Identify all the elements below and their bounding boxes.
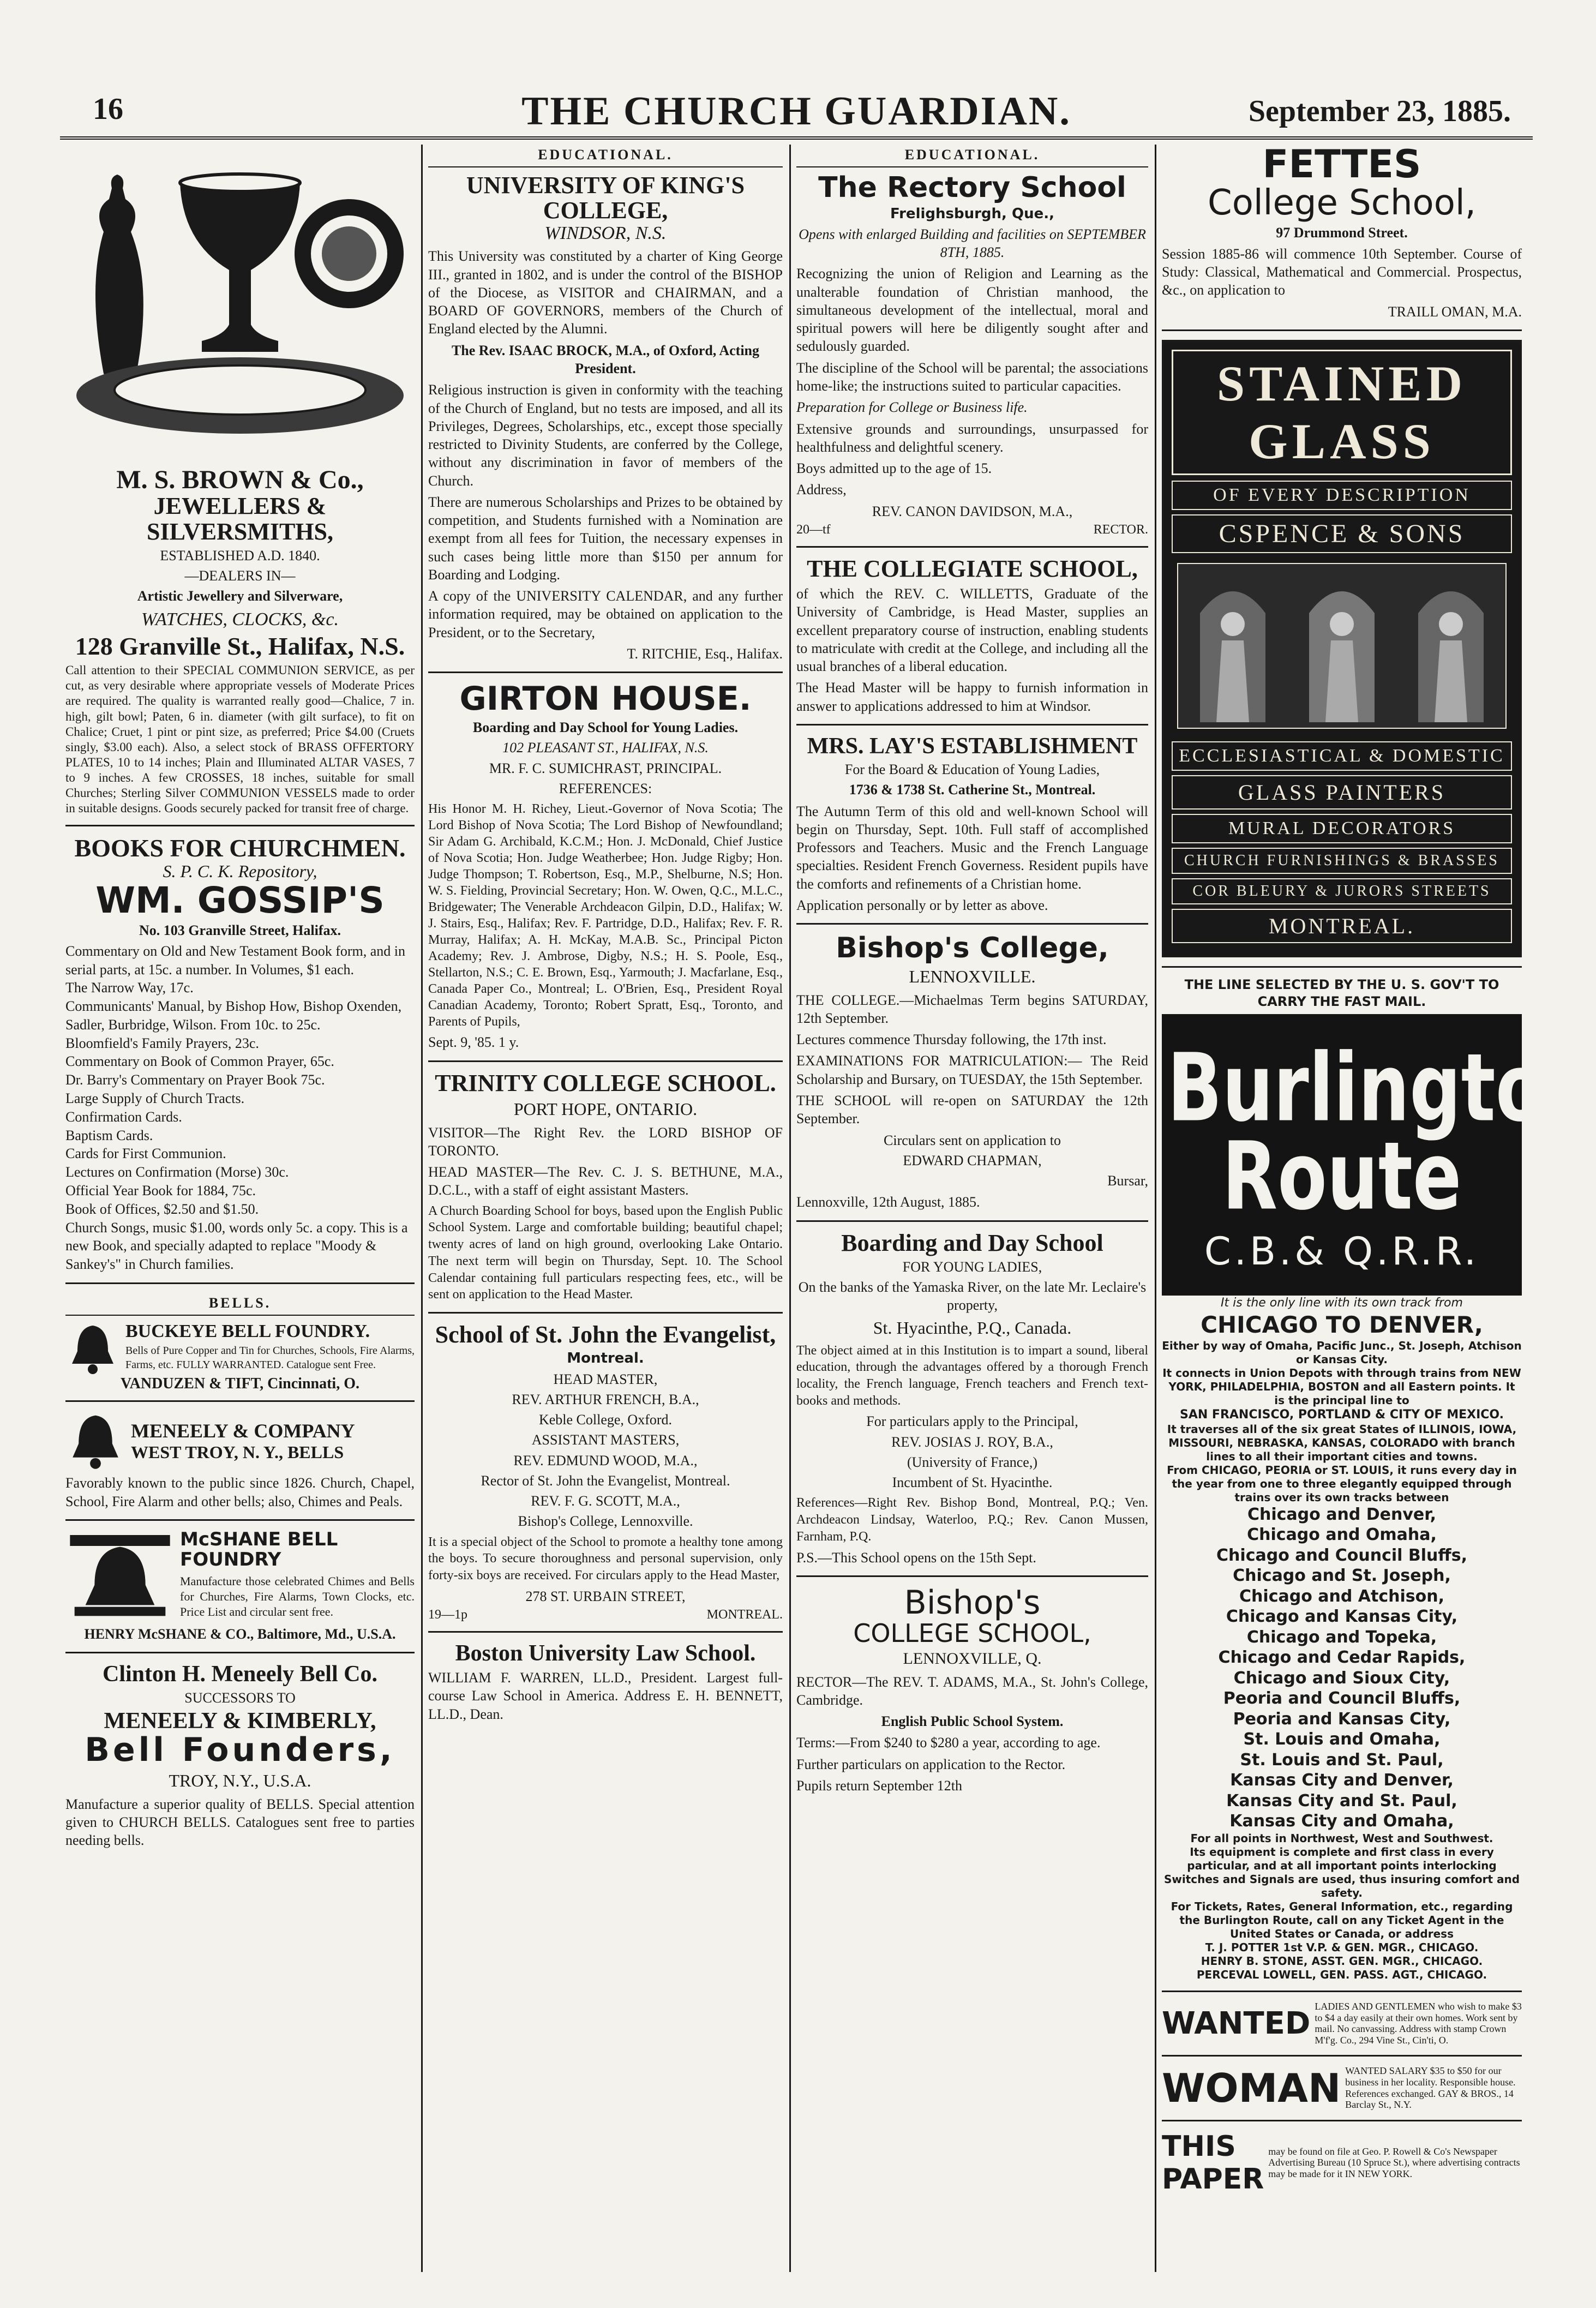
separator (65, 1652, 415, 1653)
bishops-body3: EXAMINATIONS FOR MATRICULATION:— The Reid Scholarship and Bursary, on TUESDAY, the 15th September. (796, 1053, 1148, 1087)
issue-date: September 23, 1885. (1248, 94, 1511, 128)
boarding-school-advert (796, 1231, 1148, 1567)
burlington-b3: C.B.& Q.R.R. (1204, 1229, 1480, 1274)
rectory-body5: Boys admitted up to the age of 15. (796, 460, 992, 477)
rectory-code: 20—tf (796, 522, 831, 537)
mcshane-advert (65, 1530, 415, 1644)
meneely-name: MENEELY & COMPANY (131, 1419, 355, 1442)
woman-body: WANTED SALARY $35 to $50 for our business in her locality. Responsible house. References exchanged. GAY & BROS., 14 Barclay St., N.Y. (1345, 2065, 1516, 2111)
kings-college-advert (428, 173, 783, 663)
clinton-successors: SUCCESSORS TO (184, 1689, 296, 1706)
separator (1162, 2055, 1522, 2057)
kings-body4: A copy of the UNIVERSITY CALENDAR, and any further information required, may be obtained on application to the President, or to the Secretary, (428, 588, 783, 640)
wanted-advert (1162, 2001, 1522, 2046)
clinton-founders: Bell Founders, (85, 1730, 395, 1769)
boston-advert (428, 1641, 783, 1723)
stjohn-code: 19—1p (428, 1608, 467, 1622)
stjohn-name: School of St. John the Evangelist, (435, 1321, 776, 1348)
fettes-body: Session 1885-86 will commence 10th September. Course of Study: Classical, Mathematical and Commercial. Prospectus, &c., on application to (1162, 245, 1522, 298)
lay-name: MRS. LAY'S ESTABLISHMENT (807, 733, 1138, 759)
route-list (1162, 1504, 1522, 1832)
kings-president: The Rev. ISAAC BROCK, M.A., of Oxford, Acting President. (451, 342, 760, 376)
bells-heading: BELLS. (65, 1293, 415, 1316)
boarding-univ: (University of France,) (907, 1454, 1037, 1470)
clinton-place: TROY, N.Y., U.S.A. (169, 1770, 311, 1790)
route-item: Chicago and Council Bluffs, (1216, 1545, 1467, 1565)
stjohn-head: REV. ARTHUR FRENCH, B.A., (512, 1391, 699, 1407)
lay-advert (796, 734, 1148, 914)
bishops2-system: English Public School System. (881, 1713, 1064, 1730)
boarding-incumbent: Incumbent of St. Hyacinthe. (892, 1474, 1053, 1491)
mcshane-firm: HENRY McSHANE & CO., Baltimore, Md., U.S.A. (84, 1626, 396, 1642)
bishops-bursar-label: Bursar, (1107, 1173, 1148, 1189)
buckeye-firm: VANDUZEN & TIFT, Cincinnati, O. (121, 1375, 359, 1393)
route-item: Chicago and Sioux City, (1233, 1668, 1450, 1688)
girton-principal: MR. F. C. SUMICHRAST, PRINCIPAL. (489, 760, 722, 776)
books-list-item: Bloomfield's Family Prayers, 23c. (65, 1035, 259, 1051)
books-list (65, 942, 415, 1274)
separator (428, 1631, 783, 1633)
kings-body3: There are numerous Scholarships and Prizes to be obtained by competition, and Students furnished with a Nomination are exempt from all fees for Tuition, the necessary expenses in such cases being little more than $150 per annum for Boarding and Lodging. (428, 494, 783, 583)
bishops2-name: Bishop's (904, 1583, 1041, 1622)
meneely-place: WEST TROY, N. Y., BELLS (131, 1442, 344, 1462)
burlington-banner (1162, 1014, 1596, 1296)
column-3 (796, 145, 1148, 2272)
burlington-b2: Route (1222, 1122, 1462, 1232)
bishops-body1: THE COLLEGE.—Michaelmas Term begins SATURDAY, 12th September. (796, 992, 1148, 1026)
route-l7: From CHICAGO, PEORIA or ST. LOUIS, it runs every day in the year from one to three elegantly equipped through trains over its own tracks between (1167, 1463, 1517, 1504)
bishops2-rector: RECTOR—The REV. T. ADAMS, M.A., St. John's College, Cambridge. (796, 1674, 1148, 1708)
fettes-addr: 97 Drummond Street. (1276, 224, 1408, 241)
separator (1162, 1991, 1522, 1992)
kings-body1: This University was constituted by a charter of King George III., granted in 1802, and is under the control of the BISHOP of the Diocese, as VISITOR and CHAIRMAN, and a BOARD OF GOVERNORS, members of the Church of England elected by the Alumni. (428, 248, 783, 337)
stjohn-m2b: Bishop's College, Lennoxville. (518, 1513, 693, 1530)
separator (796, 724, 1148, 726)
separator (796, 1220, 1148, 1222)
books-list-item: The Narrow Way, 17c. (65, 980, 194, 996)
books-list-item: Large Supply of Church Tracts. (65, 1090, 245, 1107)
trinity-place: PORT HOPE, ONTARIO. (513, 1099, 698, 1119)
stjohn-addr: 278 ST. URBAIN STREET, (525, 1588, 686, 1604)
stained-glass-line: GLASS PAINTERS (1172, 775, 1512, 810)
collegiate-body: of which the REV. C. WILLETTS, Graduate of the University of Cambridge, is Head Master, supplies an excellent preparatory course of instruction, enabling students to matriculate with credit at the College, and including all the usual branches of a liberal education. (796, 586, 1148, 675)
kings-body2: Religious instruction is given in conformity with the teaching of the Church of England, but no tests are imposed, and all its Privileges, Degrees, Scholarships, etc., except those specially restricted to Divinity Students, are conferred by the College, without any discrimination in favor of members of the Church. (428, 382, 783, 489)
separator (65, 1519, 415, 1521)
fettes-name2: College School, (1208, 182, 1476, 223)
girton-body: His Honor M. H. Richey, Lieut.-Governor of Nova Scotia; The Lord Bishop of Nova Scotia; The Lord Bishop of Newfoundland; Sir Adam G. Archibald, K.C.M.; Hon. J. McDonald, Chief Justice of Nova Scotia; Hon. Judge Weatherbee; Hon. Judge Rigby; Hon. Judge Thompson; T. Robertson, Esq., M.P., Shelburne, N.S; Hon. W. S. Fielding, Provincial Secretary; Hon. W. Owen, Q.C., M.L.C., Bridgewater; The Venerable Archdeacon Gilpin, D.D., Halifax; W. J. Stairs, Esq., Halifax; Rev. F. Partridge, D.D., Halifax; Rev. F. R. Murray, Halifax; A. H. McKay, M.A.B. Sc., Principal Picton Academy; Rev. J. Ambrose, Digby, N.S.; H. S. Poole, Esq., Stellarton, N.S.; C. E. Brown, Esq., Yarmouth; J. Macfarlane, Esq., Canada Paper Co., Montreal; L. O'Brien, Esq., President Royal Canadian Academy, Toronto; Robert Spratt, Esq., Toronto, and Parents of Pupils, (428, 802, 783, 1029)
boarding-body: On the banks of the Yamaska River, on the late Mr. Leclaire's property, (798, 1279, 1147, 1314)
collegiate-body2: The Head Master will be happy to furnish information in answer to applications addressed to him at Windsor. (796, 680, 1148, 714)
girton-address: 102 PLEASANT ST., HALIFAX, N.S. (502, 740, 709, 756)
books-list-item: Cards for First Communion. (65, 1146, 226, 1162)
bishops2-further: Further particulars on application to the Rector. (796, 1756, 1066, 1772)
kings-place: WINDSOR, N.S. (544, 223, 667, 244)
bishops2-name2: COLLEGE SCHOOL, (853, 1618, 1091, 1648)
woman-big: WOMAN (1162, 2065, 1341, 2111)
boarding-ps: P.S.—This School opens on the 15th Sept. (796, 1549, 1036, 1566)
boarding-apply: For particulars apply to the Principal, (866, 1413, 1078, 1430)
stjohn-m2: REV. F. G. SCOTT, M.A., (531, 1493, 680, 1509)
girton-date: Sept. 9, '85. 1 y. (428, 1034, 519, 1051)
lay-apply: Application personally or by letter as above. (796, 897, 1048, 913)
rectory-rector-label: RECTOR. (1093, 522, 1148, 537)
route-item: St. Louis and St. Paul, (1240, 1750, 1444, 1770)
boston-body: WILLIAM F. WARREN, LL.D., President. Largest full-course Law School in America. Address E. H. BENNETT, LL.D., Dean. (428, 1670, 783, 1722)
boston-name: Boston University Law School. (455, 1641, 756, 1666)
brown-body: Call attention to their SPECIAL COMMUNION SERVICE, as per cut, as very desirable where appropriate vessels of Moderate Prices are required. The quality is warranted really good—Chalice, 7 in. high, gilt bowl; Paten, 6 in. diameter (with gilt surface), to fit on Chalice; Cruet, 1 pint or pint size, as preferred; Price $4.00 (Cruets singly, $3.00 each). Also, a select stock of BRASS OFFERTORY PLATES, 10 to 14 inches; Plain and Illuminated ALTAR VASES, 7 to 9 inches. A few CROSSES, 18 inches, suitable for small Churches; Sterling Silver COMMUNION VESSELS made to order in suitable designs. Goods securely packed for transit free of charge. (65, 663, 415, 815)
books-list-item: Official Year Book for 1884, 75c. (65, 1183, 256, 1199)
route-l11: T. J. POTTER 1st V.P. & GEN. MGR., CHICAGO. (1205, 1940, 1479, 1954)
column-rule (421, 145, 423, 2272)
boarding-refs: References—Right Rev. Bishop Bond, Montreal, P.Q.; Ven. Archdeacon Lindsay, Waterloo, P.Q.; Rev. Canon Mussen, Farnham, P.Q. (796, 1496, 1148, 1544)
route-l12: HENRY B. STONE, ASST. GEN. MGR., CHICAGO. (1201, 1954, 1483, 1968)
separator (1162, 966, 1522, 968)
educational-heading: EDUCATIONAL. (796, 145, 1148, 167)
rectory-rector: REV. CANON DAVIDSON, M.A., (872, 503, 1073, 519)
separator (1162, 329, 1522, 331)
column-4 (1162, 142, 1596, 2272)
route-l9: Its equipment is complete and first class in every particular, and at all important points interlocking Switches and Signals are used, thus insuring comfort and safety. (1163, 1845, 1520, 1899)
page-number: 16 (93, 92, 123, 126)
boarding-name: Boarding and Day School (841, 1229, 1103, 1256)
brown-established: ESTABLISHED A.D. 1840. (160, 547, 320, 563)
bishops-place: LENNOXVILLE. (909, 966, 1036, 986)
column-rule (1155, 145, 1156, 2272)
stjohn-head-label: HEAD MASTER, (553, 1371, 658, 1387)
route-item: Chicago and Topeka, (1246, 1627, 1437, 1647)
books-list-item: Dr. Barry's Commentary on Prayer Book 75c. (65, 1072, 325, 1088)
mcshane-body: Manufacture those celebrated Chimes and Bells for Churches, Fire Alarms, Town Clocks, etc. Price List and circular sent free. (180, 1574, 415, 1619)
bishops2-return: Pupils return September 12th (796, 1777, 963, 1794)
clinton-firm: MENEELY & KIMBERLY, (104, 1708, 376, 1734)
trinity-body: A Church Boarding School for boys, based upon the English Public School System. Large and comfortable building; beautiful chapel; twenty acres of land on high ground, overlooking Lake Ontario. The next term will begin on Thursday, Sept. 10. The School Calendar containing full particulars respecting fees, etc., will be sent on application to the Head Master. (428, 1203, 783, 1302)
fettes-name: FETTES (1262, 142, 1421, 187)
brown-name: M. S. BROWN & Co., (116, 465, 364, 494)
books-list-item: Commentary on Old and New Testament Book form, and in serial parts, at 15c. a number. In Volumes, $1 each. (65, 943, 406, 978)
stained-glass-line: COR BLEURY & JURORS STREETS (1172, 878, 1512, 904)
rectory-advert (796, 173, 1148, 537)
route-item: Kansas City and Omaha, (1229, 1812, 1454, 1831)
stained-glass-firm: CSPENCE & SONS (1172, 514, 1512, 553)
bishops-bursar: EDWARD CHAPMAN, (903, 1152, 1042, 1168)
clinton-name: Clinton H. Meneely Bell Co. (103, 1662, 377, 1687)
rectory-address: Address, (796, 482, 847, 498)
books-list-item: Confirmation Cards. (65, 1108, 182, 1125)
route-item: Kansas City and Denver, (1230, 1771, 1454, 1790)
separator (796, 1575, 1148, 1577)
rectory-place: Frelighsburgh, Que., (890, 205, 1054, 222)
books-list-item: Commentary on Book of Common Prayer, 65c. (65, 1053, 334, 1070)
stained-glass-line: ECCLESIASTICAL & DOMESTIC (1172, 741, 1512, 771)
burlington-top: THE LINE SELECTED BY THE U. S. GOV'T TO CARRY THE FAST MAIL. (1184, 977, 1499, 1009)
stjohn-city: MONTREAL. (706, 1608, 783, 1622)
fettes-name3: TRAILL OMAN, M.A. (1388, 303, 1522, 320)
stained-glass-figures-illustration (1177, 563, 1507, 729)
stained-glass-city: MONTREAL. (1172, 909, 1512, 943)
mcshane-name: McSHANE BELL FOUNDRY (180, 1528, 338, 1571)
rectory-opens: Opens with enlarged Building and facilities on SEPTEMBER 8TH, 1885. (799, 226, 1146, 261)
bishops-body5: Circulars sent on application to (884, 1132, 1061, 1148)
stained-glass-line: OF EVERY DESCRIPTION (1172, 481, 1512, 510)
boarding-place: St. Hyacinthe, P.Q., Canada. (873, 1317, 1072, 1338)
lay-address: 1736 & 1738 St. Catherine St., Montreal. (849, 782, 1096, 798)
stjohn-m1: REV. EDMUND WOOD, M.A., (513, 1452, 698, 1468)
column-1 (65, 145, 415, 2272)
trinity-visitor: VISITOR—The Right Rev. the LORD BISHOP OF TORONTO. (428, 1124, 783, 1159)
rectory-body4: Extensive grounds and surroundings, unsurpassed for healthfulness and delightful scenery. (796, 421, 1148, 455)
books-advert (65, 835, 415, 1274)
brown-trade: JEWELLERS & SILVERSMITHS, (147, 493, 333, 545)
kings-secretary: T. RITCHIE, Esq., Halifax. (627, 645, 783, 662)
girton-advert (428, 682, 783, 1051)
books-list-item: Church Songs, music $1.00, words only 5c. a copy. This is a new Book, and specially adapted to replace "Moody & Sankey's" in Church families. (65, 1219, 408, 1273)
route-item: Peoria and Council Bluffs, (1223, 1689, 1461, 1708)
separator (796, 546, 1148, 548)
bishops-body2: Lectures commence Thursday following, the 17th inst. (796, 1032, 1107, 1048)
bishops-school-advert (796, 1583, 1148, 1795)
buckeye-advert (65, 1321, 415, 1392)
boarding-principal: REV. JOSIAS J. ROY, B.A., (891, 1434, 1053, 1450)
educational-heading: EDUCATIONAL. (428, 145, 783, 167)
separator (65, 1400, 415, 1402)
books-address: No. 103 Granville Street, Halifax. (139, 922, 341, 939)
trinity-name: TRINITY COLLEGE SCHOOL. (435, 1069, 776, 1096)
communion-service-illustration (71, 145, 409, 461)
bishops-name: Bishop's College, (836, 932, 1109, 965)
bell-icon (65, 1530, 175, 1622)
brown-dealers: —DEALERS IN— (184, 568, 296, 584)
bishops2-place: LENNOXVILLE, Q. (903, 1650, 1042, 1668)
boarding-body2: The object aimed at in this Institution is to impart a sound, liberal education, through the advantages offered by a thorough French locality, the French language, French teachers and French text-books and methods. (796, 1343, 1148, 1408)
brown-advert (65, 145, 415, 816)
burlington-route-text (1162, 1296, 1522, 1982)
girton-sub: Boarding and Day School for Young Ladies. (472, 720, 739, 736)
route-l6: It traverses all of the six great States of ILLINOIS, IOWA, MISSOURI, NEBRASKA, KANSAS, COLORADO with branch lines to all their important cities and towns. (1167, 1422, 1517, 1463)
route-l13: PERCEVAL LOWELL, GEN. PASS. AGT., CHICAGO. (1196, 1968, 1487, 1981)
lay-body: The Autumn Term of this old and well-known School will begin on Thursday, Sept. 10th. Full staff of accomplished Professors and Teachers. Music and the French Language specialties. Resident French Governess. Resident pupils have the comforts and refinements of a Christian home. (796, 803, 1148, 892)
route-item: Chicago and Denver, (1247, 1504, 1437, 1524)
kings-name: UNIVERSITY OF KING'S COLLEGE, (466, 172, 745, 224)
route-l3: Either by way of Omaha, Pacific Junc., St. Joseph, Atchison or Kansas City. (1162, 1339, 1522, 1366)
books-list-item: Book of Offices, $2.50 and $1.50. (65, 1201, 259, 1217)
books-name: WM. GOSSIP'S (95, 879, 385, 922)
route-l4: It connects in Union Depots with through trains from NEW YORK, PHILADELPHIA, BOSTON and all Eastern points. It is the principal line to (1162, 1366, 1521, 1407)
separator (1162, 2120, 1522, 2121)
bell-icon (65, 1321, 120, 1376)
route-l10: For Tickets, Rates, General Information, etc., regarding the Burlington Route, call on any Ticket Agent in the United States or Canada, or address (1171, 1899, 1513, 1940)
paper-advert (1162, 2130, 1522, 2196)
meneely-advert (65, 1411, 415, 1510)
stained-glass-advert (1162, 340, 1522, 957)
route-item: Chicago and St. Joseph, (1233, 1566, 1451, 1586)
stained-glass-title: STAINED GLASS (1172, 350, 1512, 475)
brown-artistic: Artistic Jewellery and Silverware, (137, 588, 343, 604)
route-item: Chicago and Kansas City, (1226, 1607, 1458, 1627)
separator (428, 1060, 783, 1062)
bell-icon (65, 1411, 125, 1471)
collegiate-name: THE COLLEGIATE SCHOOL, (807, 555, 1138, 582)
column-rule (789, 145, 791, 2272)
route-l5: SAN FRANCISCO, PORTLAND & CITY OF MEXICO. (1179, 1408, 1504, 1422)
stjohn-advert (428, 1322, 783, 1622)
stjohn-m1b: Rector of St. John the Evangelist, Montreal. (481, 1472, 730, 1489)
buckeye-name: BUCKEYE BELL FOUNDRY. (125, 1321, 370, 1341)
trinity-head: HEAD MASTER—The Rev. C. J. S. BETHUNE, M.A., D.C.L., with a staff of eight assistant Masters. (428, 1164, 783, 1198)
stained-glass-line: MURAL DECORATORS (1172, 814, 1512, 843)
route-item: Kansas City and St. Paul, (1226, 1791, 1457, 1811)
separator (428, 1312, 783, 1314)
woman-advert (1162, 2065, 1522, 2111)
books-list-item: Lectures on Confirmation (Morse) 30c. (65, 1164, 289, 1180)
route-l2: CHICAGO TO DENVER, (1201, 1311, 1483, 1338)
bishops2-terms: Terms:—From $240 to $280 a year, according to age. (796, 1735, 1101, 1751)
books-list-item: Baptism Cards. (65, 1127, 153, 1143)
burlington-b1: Burlington (1167, 1034, 1596, 1143)
trinity-advert (428, 1071, 783, 1304)
stjohn-footer (428, 1608, 783, 1622)
stjohn-asst: ASSISTANT MASTERS, (531, 1432, 680, 1448)
route-item: Peoria and Kansas City, (1233, 1709, 1451, 1729)
separator (428, 672, 783, 673)
clinton-body: Manufacture a superior quality of BELLS. Special attention given to CHURCH BELLS. Catalogues sent free to parties needing bells. (65, 1796, 415, 1849)
rectory-name: The Rectory School (818, 171, 1126, 204)
route-item: Chicago and Omaha, (1247, 1525, 1437, 1545)
separator (65, 1282, 415, 1284)
rectory-body2: The discipline of the School will be parental; the associations home-like; the instructions suited to particular capacities. (796, 359, 1148, 394)
bishops-dateline: Lennoxville, 12th August, 1885. (796, 1194, 980, 1210)
route-l1: It is the only line with its own track from (1221, 1296, 1463, 1310)
route-item: Chicago and Atchison, (1239, 1586, 1444, 1606)
rectory-body1: Recognizing the union of Religion and Learning as the unalterable foundation of Christian manhood, the simultaneous development of the intellectual, moral and spiritual powers will here be diligently sought after and sedulously guarded. (796, 266, 1148, 355)
girton-references: REFERENCES: (559, 781, 652, 797)
route-l8: For all points in Northwest, West and Southwest. (1190, 1831, 1493, 1845)
collegiate-advert (796, 556, 1148, 715)
meneely-body: Favorably known to the public since 1826. Church, Chapel, School, Fire Alarm and other bells; also, Chimes and Peals. (65, 1475, 415, 1509)
rectory-body3: Preparation for College or Business life. (796, 399, 1028, 416)
books-spck: S. P. C. K. Repository, (163, 861, 317, 882)
stained-glass-line: CHURCH FURNISHINGS & BRASSES (1172, 848, 1512, 874)
route-item: Chicago and Cedar Rapids, (1218, 1648, 1466, 1668)
books-heading: BOOKS FOR CHURCHMEN. (74, 834, 406, 862)
buckeye-body: Bells of Pure Copper and Tin for Churches, Schools, Fire Alarms, Farms, etc. FULLY WARRANTED. Catalogue sent Free. (125, 1345, 415, 1371)
wanted-big: WANTED (1162, 2005, 1311, 2041)
fettes-advert (1162, 142, 1522, 321)
masthead (60, 82, 1533, 140)
paper-body: may be found on file at Geo. P. Rowell & Co's Newspaper Advertising Bureau (10 Spruce St.), where advertising contracts may be made for it IN NEW YORK. (1268, 2145, 1520, 2180)
route-item: St. Louis and Omaha, (1243, 1730, 1441, 1749)
separator (796, 923, 1148, 925)
separator (65, 825, 415, 826)
wanted-body: LADIES AND GENTLEMEN who wish to make $3 to $4 a day easily at their own homes. Work sent by mail. No canvassing. Address with stamp Crown M'f'g. Co., 294 Vine St., Cin'ti, O. (1315, 2000, 1522, 2046)
stjohn-head-college: Keble College, Oxford. (538, 1412, 673, 1428)
bishops-body4: THE SCHOOL will re-open on SATURDAY the 12th September. (796, 1092, 1148, 1127)
books-list-item: Communicants' Manual, by Bishop How, Bishop Oxenden, Sadler, Burbridge, Wilson. From 10c. to 25c. (65, 998, 402, 1033)
paper-big: THIS PAPER (1162, 2130, 1264, 2196)
burlington-advert (1162, 976, 1596, 1982)
rectory-footer (796, 523, 1148, 537)
brown-address: 128 Granville St., Halifax, N.S. (75, 632, 405, 661)
bishops-college-advert (796, 933, 1148, 1211)
clinton-advert (65, 1662, 415, 1849)
lay-sub: For the Board & Education of Young Ladies, (844, 761, 1100, 777)
column-2 (428, 145, 783, 2272)
stjohn-place: Montreal. (567, 1350, 644, 1367)
newspaper-title: THE CHURCH GUARDIAN. (521, 89, 1071, 134)
brown-watches: WATCHES, CLOCKS, &c. (141, 609, 339, 630)
stjohn-body: It is a special object of the School to promote a healthy tone among the boys. To secure thoroughness and personal supervision, only forty-six boys are received. For circulars apply to the Head Master, (428, 1534, 783, 1583)
boarding-sub: FOR YOUNG LADIES, (902, 1258, 1042, 1275)
girton-name: GIRTON HOUSE. (459, 680, 752, 718)
